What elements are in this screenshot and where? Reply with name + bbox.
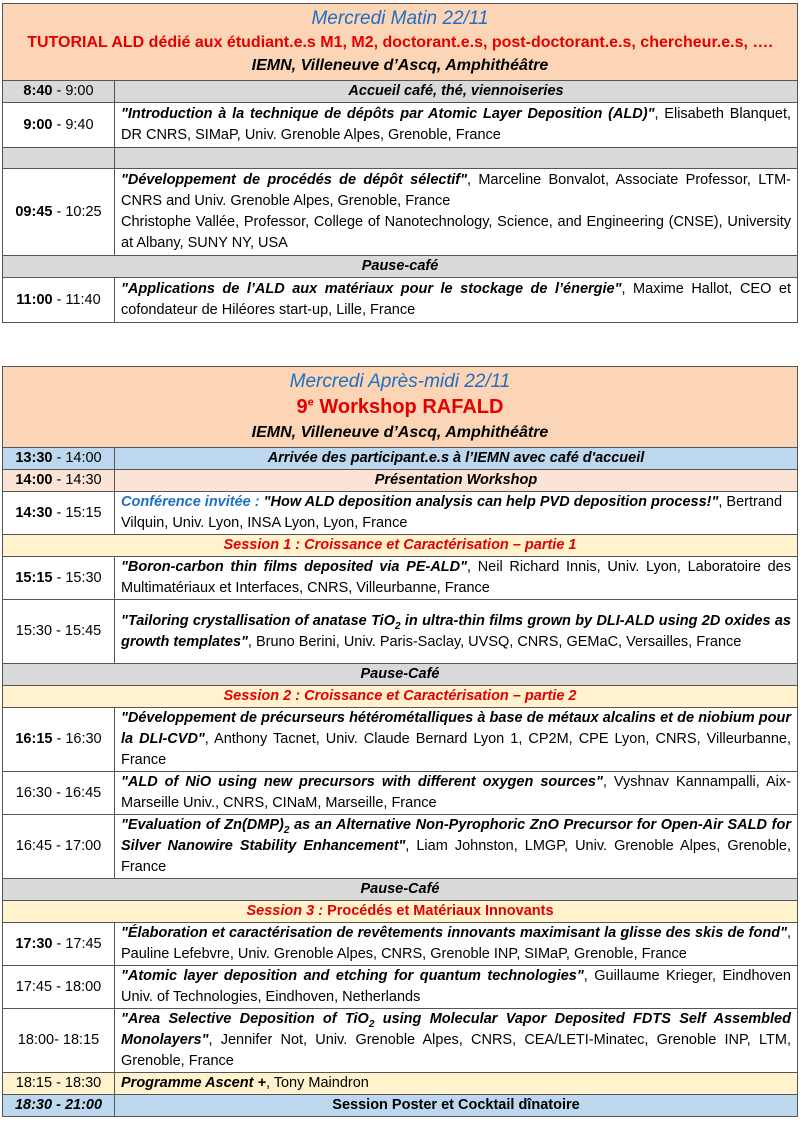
talk-title: "Evaluation of $Zn(DMP)_2$ as an Alternative Non-Pyrophoric ZnO Precursor for Open-Air SALD for Silver Nanowire Stability Enhancement" xyxy=(121,817,791,854)
time-cell: 15:15 - 15:30 xyxy=(3,557,115,600)
session-3-title: Session 3 : Procédés et Matériaux Innovants xyxy=(3,901,798,923)
schedule-row xyxy=(3,1009,798,1073)
schedule-row xyxy=(3,815,798,879)
schedule-row xyxy=(3,448,798,470)
talk-cell xyxy=(115,492,798,535)
schedule-row xyxy=(3,966,798,1009)
talk-cell xyxy=(115,708,798,772)
talk-authors: , Liam Johnston, LMGP, Univ. Grenoble Alpes, Grenoble, France xyxy=(121,838,792,875)
session-row xyxy=(3,535,798,557)
time-cell: 16:15 - 16:30 xyxy=(3,708,115,772)
presentation-label: Présentation Workshop xyxy=(115,470,798,492)
schedule-row xyxy=(3,557,798,600)
time-cell: 15:30 - 15:45 xyxy=(3,600,115,664)
talk-title: "Introduction à la technique de dépôts par Atomic Layer Deposition (ALD)" xyxy=(121,106,655,122)
poster-session-label: Session Poster et Cocktail dînatoire xyxy=(115,1095,798,1117)
schedule-row xyxy=(3,772,798,815)
talk-authors: , Pauline Lefebvre, Univ. Grenoble Alpes, CNRS, Grenoble INP, SIMaP, Grenoble, France xyxy=(121,925,791,962)
talk-cell xyxy=(115,557,798,600)
talk-title: "Area Selective Deposition of TiO$_2$ using Molecular Vapor Deposited FDTS Self Assembled Monolayers" xyxy=(121,1011,791,1048)
schedule-row xyxy=(3,81,798,103)
time-cell: 14:30 - 15:15 xyxy=(3,492,115,535)
pause-label: Pause-café xyxy=(3,256,798,278)
time-cell: 09:45 - 10:25 xyxy=(3,169,115,256)
break-label: Accueil café, thé, viennoiseries xyxy=(115,81,798,103)
spacer-row xyxy=(3,148,798,169)
talk-title: "Élaboration et caractérisation de revêtements innovants maximisant la glisse des skis de fond" xyxy=(121,925,787,941)
time-cell: 11:00 - 11:40 xyxy=(3,278,115,323)
talk-authors: , Guillaume Krieger, Eindhoven Univ. of Technologies, Eindhoven, Netherlands xyxy=(121,968,791,1005)
talk-cell xyxy=(115,1009,798,1073)
talk-title: "Développement de précurseurs hétérométalliques à base de métaux alcalins et de niobium pour la DLI-CVD" xyxy=(121,710,791,747)
schedule-row xyxy=(3,923,798,966)
talk-cell xyxy=(115,772,798,815)
afternoon-header xyxy=(3,367,798,448)
time-cell: 18:00- 18:15 xyxy=(3,1009,115,1073)
talk-authors: , Maxime Hallot, CEO et cofondateur de Hiléores start-up, Lille, France xyxy=(121,281,792,318)
talk-cell xyxy=(115,278,798,323)
session-2-title: Session 2 : Croissance et Caractérisation – partie 2 xyxy=(3,686,798,708)
time-cell: 17:45 - 18:00 xyxy=(3,966,115,1009)
afternoon-venue: IEMN, Villeneuve d’Ascq, Amphithéâtre xyxy=(251,424,549,441)
talk-cell xyxy=(115,1073,798,1095)
schedule-row xyxy=(3,278,798,323)
workshop-title: 9e Workshop RAFALD xyxy=(296,396,504,418)
morning-header xyxy=(3,4,798,81)
session-1-title: Session 1 : Croissance et Caractérisation – partie 1 xyxy=(3,535,798,557)
afternoon-schedule-table xyxy=(2,366,798,1117)
talk-authors: , Tony Maindron xyxy=(265,1075,369,1091)
schedule-row xyxy=(3,169,798,256)
talk-cell xyxy=(115,815,798,879)
pause-label: Pause-Café xyxy=(3,879,798,901)
talk-authors: , Bertrand Vilquin, Univ. Lyon, INSA Lyon, Lyon, France xyxy=(121,494,783,531)
time-cell: 16:30 - 16:45 xyxy=(3,772,115,815)
schedule-row xyxy=(3,600,798,664)
talk-cell xyxy=(115,103,798,148)
time-cell: 9:00 - 9:40 xyxy=(3,103,115,148)
time-cell: 16:45 - 17:00 xyxy=(3,815,115,879)
talk-title: "ALD of NiO using new precursors with different oxygen sources" xyxy=(121,774,603,790)
talk-title: "Applications de l’ALD aux matériaux pour le stockage de l’énergie" xyxy=(121,281,622,297)
time-cell: 14:00 - 14:30 xyxy=(3,470,115,492)
pause-row xyxy=(3,664,798,686)
talk-cell xyxy=(115,966,798,1009)
talk-authors: , Elisabeth Blanquet, DR CNRS, SIMaP, Univ. Grenoble Alpes, Grenoble, France xyxy=(121,106,792,143)
pause-row xyxy=(3,879,798,901)
talk-cell xyxy=(115,923,798,966)
talk-authors: , Vyshnav Kannampalli, Aix-Marseille Univ., CNRS, CINaM, Marseille, France xyxy=(121,774,791,811)
time-cell: 8:40 - 9:00 xyxy=(3,81,115,103)
talk-authors: , Bruno Berini, Univ. Paris-Saclay, UVSQ, CNRS, GEMaC, Versailles, France xyxy=(247,633,742,650)
session-row xyxy=(3,901,798,923)
programme-title: Programme Ascent + xyxy=(121,1075,266,1091)
talk-authors-2: Christophe Vallée, Professor, College of Nanotechnology, Science, and Engineering (CNSE), University at Albany, SUNY NY, USA xyxy=(121,214,791,251)
time-cell: 13:30 - 14:00 xyxy=(3,448,115,470)
talk-title: "Atomic layer deposition and etching for quantum technologies" xyxy=(121,968,584,984)
talk-authors: , Jennifer Not, Univ. Grenoble Alpes, CNRS, CEA/LETI-Minatec, Grenoble INP, LTM, Grenoble, France xyxy=(121,1032,791,1069)
morning-day-title: Mercredi Matin 22/11 xyxy=(311,8,489,29)
schedule-row xyxy=(3,492,798,535)
talk-authors: , Neil Richard Innis, Univ. Lyon, Laboratoire des Multimatériaux et Interfaces, CNRS, Villeurbanne, France xyxy=(121,559,791,596)
time-cell: 18:15 - 18:30 xyxy=(3,1073,115,1095)
schedule-row xyxy=(3,1095,798,1117)
arrival-label: Arrivée des participant.e.s à l’IEMN avec café d'accueil xyxy=(115,448,798,470)
invited-label: Conférence invitée : xyxy=(121,494,260,510)
talk-title: "Développement de procédés de dépôt sélectif" xyxy=(121,172,468,188)
time-cell: 18:30 - 21:00 xyxy=(3,1095,115,1117)
morning-schedule-table xyxy=(2,3,798,323)
pause-row xyxy=(3,256,798,278)
morning-venue: IEMN, Villeneuve d’Ascq, Amphithéâtre xyxy=(251,57,549,74)
time-cell: 17:30 - 17:45 xyxy=(3,923,115,966)
afternoon-day-title: Mercredi Après-midi 22/11 xyxy=(289,371,511,392)
schedule-row xyxy=(3,1073,798,1095)
schedule-row xyxy=(3,470,798,492)
talk-authors: , Marceline Bonvalot, Associate Professor, LTM-CNRS and Univ. Grenoble Alpes, Grenoble, France xyxy=(121,172,791,209)
talk-title: "Tailoring crystallisation of anatase TiO$_2$ in ultra-thin films grown by DLI-ALD using 2D oxides as growth templates" xyxy=(121,612,791,650)
talk-cell xyxy=(115,600,798,664)
talk-cell xyxy=(115,169,798,256)
tutorial-subtitle: TUTORIAL ALD dédié aux étudiant.e.s M1, M2, doctorant.e.s, post-doctorant.e.s, chercheur.e.s, …. xyxy=(27,34,773,51)
afternoon-header-row xyxy=(3,367,798,448)
talk-authors: , Anthony Tacnet, Univ. Claude Bernard Lyon 1, CP2M, CPE Lyon, CNRS, Villeurbanne, France xyxy=(121,731,791,768)
pause-label: Pause-Café xyxy=(3,664,798,686)
talk-title: "Boron-carbon thin films deposited via PE-ALD" xyxy=(121,559,467,575)
morning-header-row xyxy=(3,4,798,81)
session-row xyxy=(3,686,798,708)
talk-title: "How ALD deposition analysis can help PVD deposition process!" xyxy=(259,494,719,510)
schedule-row xyxy=(3,708,798,772)
schedule-row xyxy=(3,103,798,148)
